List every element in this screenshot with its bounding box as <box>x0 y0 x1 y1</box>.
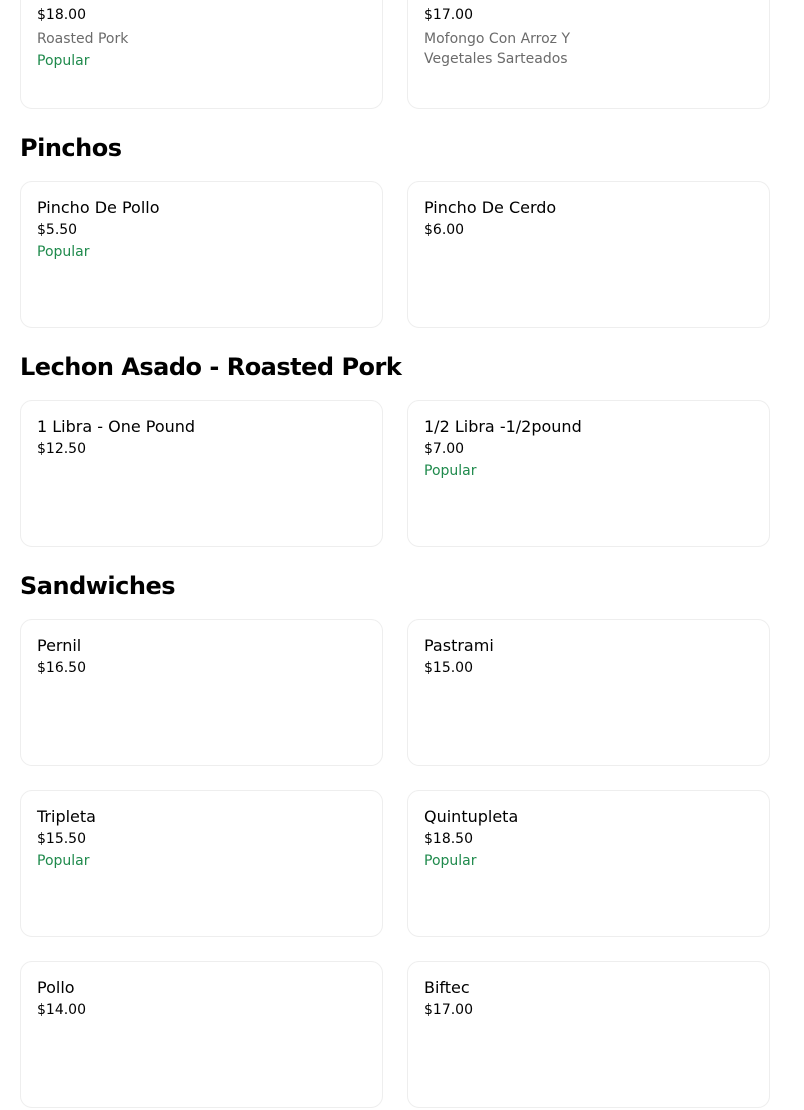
item-name: Pollo <box>37 978 75 997</box>
menu-item-card[interactable] <box>407 400 770 547</box>
popular-badge: Popular <box>37 53 90 69</box>
section-title: Lechon Asado - Roasted Pork <box>20 353 402 381</box>
item-price: $18.50 <box>424 831 473 847</box>
item-name: Pastrami <box>424 636 494 655</box>
item-price: $17.00 <box>424 7 473 23</box>
item-name: Quintupleta <box>424 807 519 826</box>
section-title: Sandwiches <box>20 572 176 600</box>
menu-item-card[interactable] <box>20 0 383 109</box>
item-description: Roasted Pork <box>37 31 129 47</box>
item-price: $14.00 <box>37 1002 86 1018</box>
item-name: Biftec <box>424 978 470 997</box>
item-price: $7.00 <box>424 441 465 457</box>
item-price: $16.50 <box>37 660 86 676</box>
item-name: Pincho De Cerdo <box>424 198 557 217</box>
popular-badge: Popular <box>37 853 90 869</box>
popular-badge: Popular <box>37 244 90 260</box>
item-description: Mofongo Con Arroz Y Vegetales Sarteados <box>424 31 571 67</box>
item-price: $6.00 <box>424 222 465 238</box>
menu-item-card[interactable] <box>20 400 383 547</box>
menu-item-card[interactable] <box>20 790 383 937</box>
item-price: $18.00 <box>37 7 86 23</box>
item-price: $15.50 <box>37 831 86 847</box>
menu-item-card[interactable] <box>407 181 770 328</box>
item-name: 1/2 Libra -1/2pound <box>424 417 582 436</box>
item-name: 1 Libra - One Pound <box>37 417 196 436</box>
menu-item-card[interactable] <box>20 961 383 1108</box>
item-price: $15.00 <box>424 660 473 676</box>
menu-item-card[interactable] <box>407 961 770 1108</box>
item-price: $12.50 <box>37 441 86 457</box>
item-price: $17.00 <box>424 1002 473 1018</box>
section-title: Pinchos <box>20 134 122 162</box>
menu-item-card[interactable] <box>20 181 383 328</box>
item-price: $5.50 <box>37 222 78 238</box>
item-name: Pincho De Pollo <box>37 198 160 217</box>
menu-item-card[interactable] <box>407 0 770 109</box>
popular-badge: Popular <box>424 853 477 869</box>
menu-item-card[interactable] <box>407 619 770 766</box>
menu-item-card[interactable] <box>407 790 770 937</box>
menu-item-card[interactable] <box>20 619 383 766</box>
popular-badge: Popular <box>424 463 477 479</box>
item-name: Tripleta <box>37 807 96 826</box>
item-name: Pernil <box>37 636 82 655</box>
